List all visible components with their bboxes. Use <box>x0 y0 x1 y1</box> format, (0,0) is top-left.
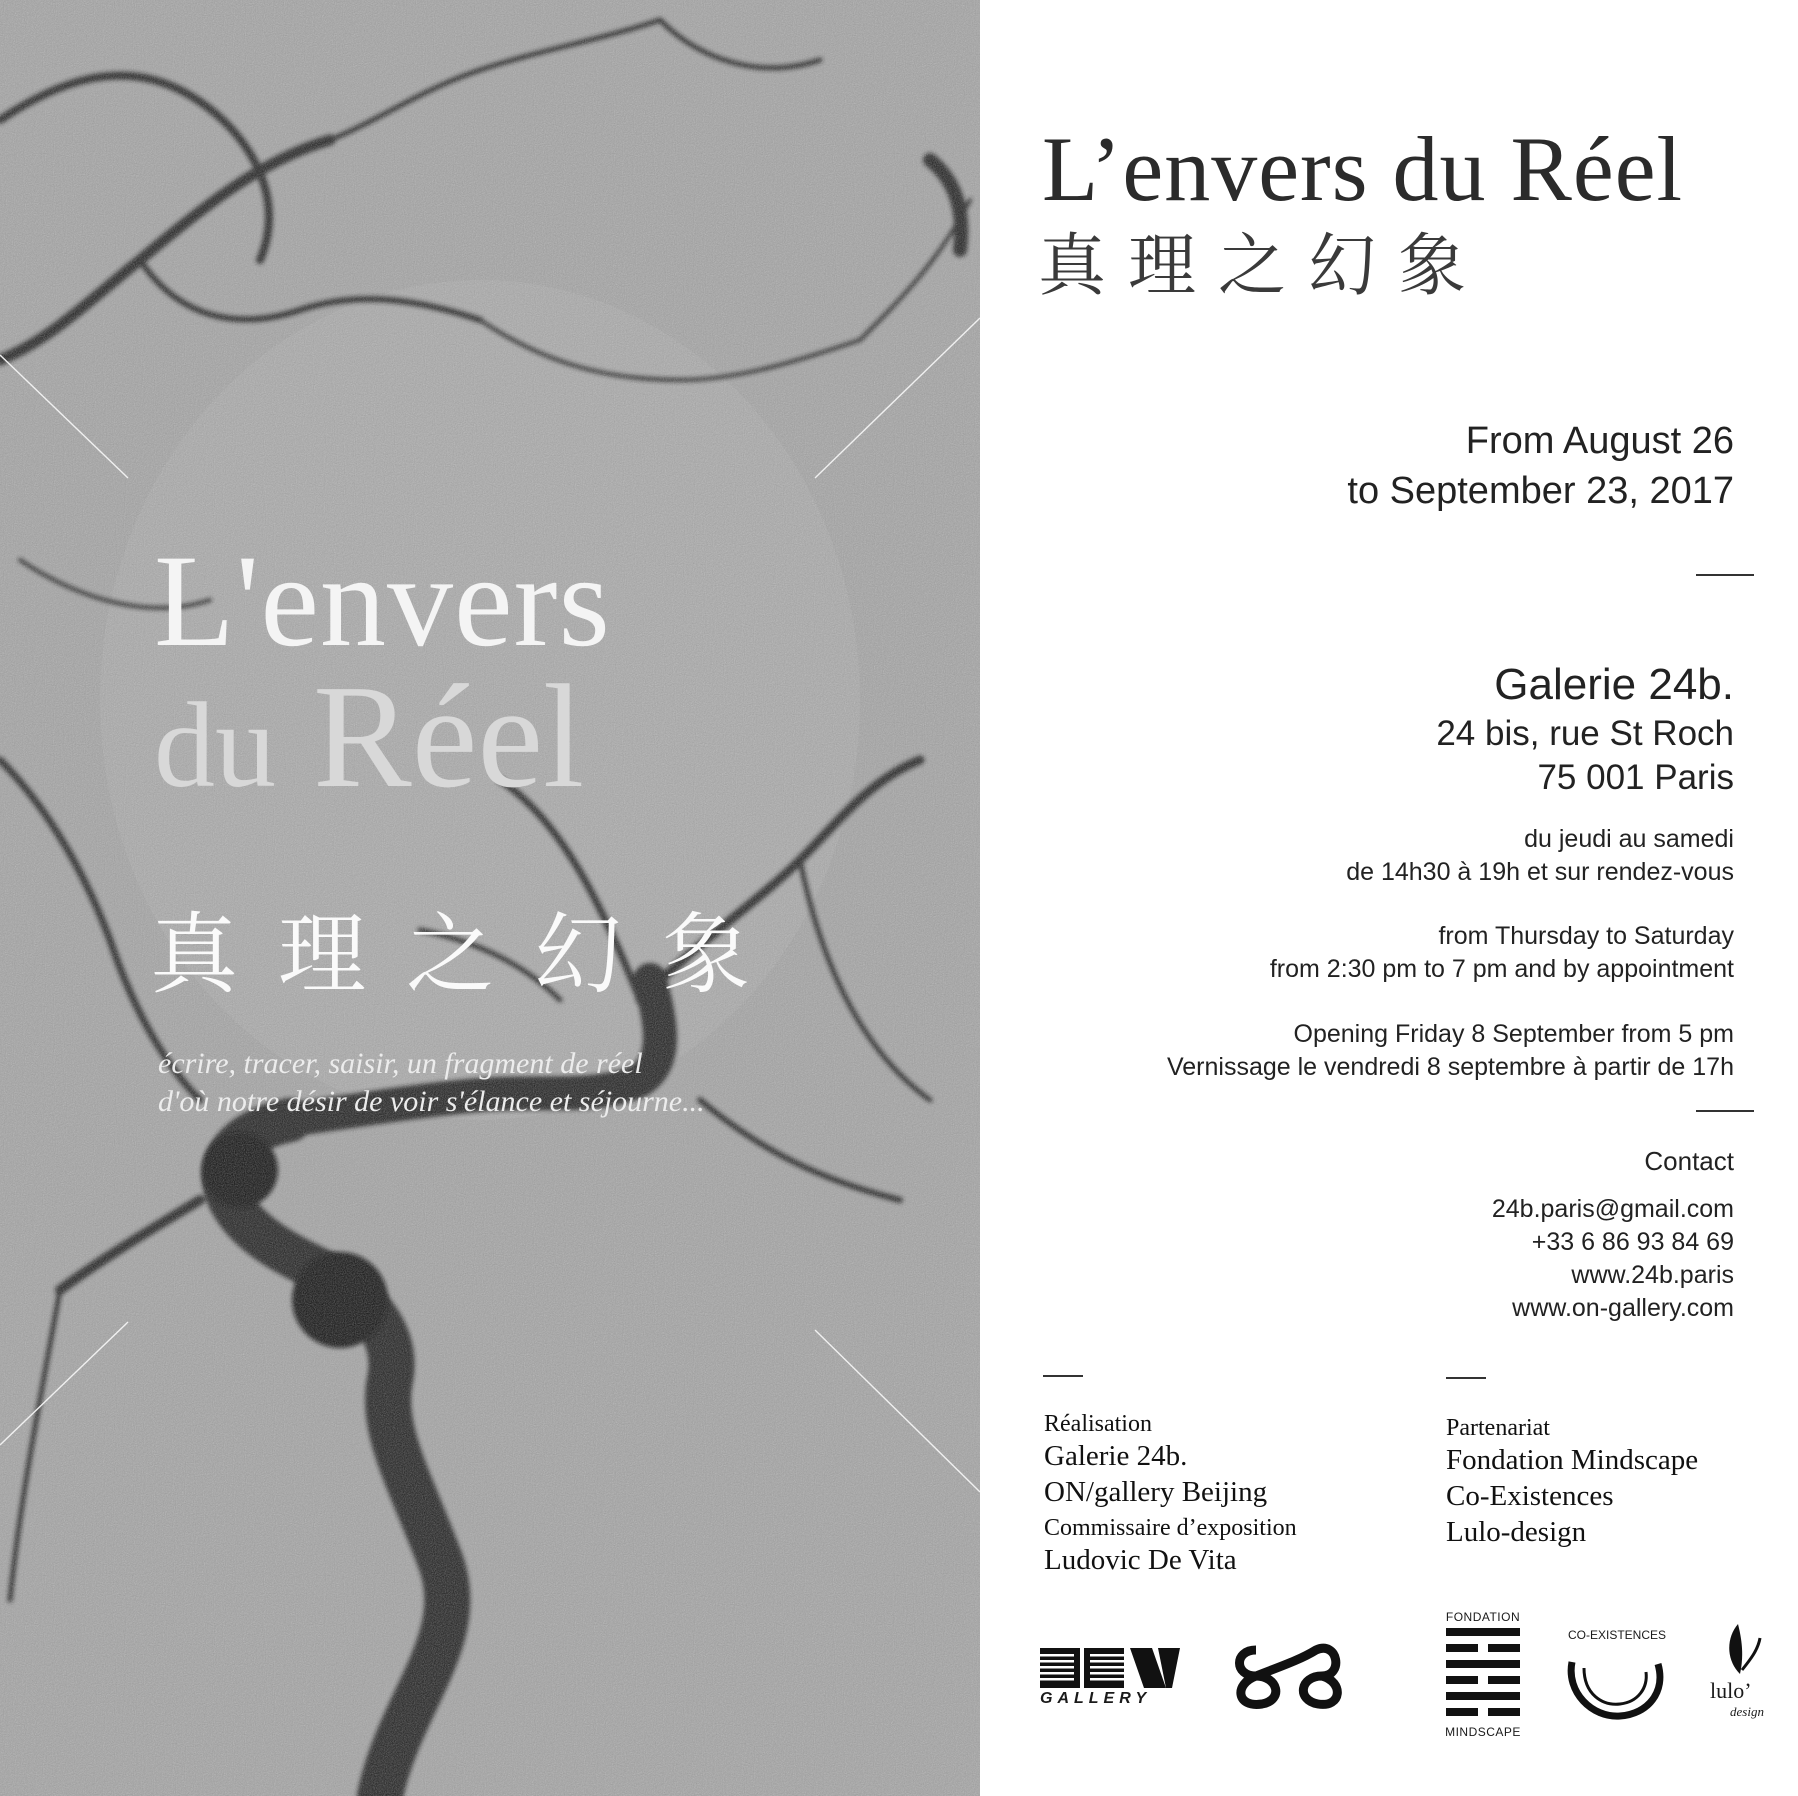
exhibition-title: L’envers du Réel <box>1042 118 1684 220</box>
contact-website-on-gallery[interactable]: www.on-gallery.com <box>1512 1294 1734 1322</box>
fondation-mindscape-logo <box>1442 1610 1524 1740</box>
hours-en-line1: from Thursday to Saturday <box>1438 922 1734 950</box>
realisation-block <box>1044 1410 1297 1578</box>
divider <box>1043 1375 1083 1377</box>
contact-phone[interactable]: +33 6 86 93 84 69 <box>1531 1228 1734 1256</box>
divider <box>1696 1110 1754 1112</box>
contact-label: Contact <box>1644 1146 1734 1176</box>
fondation-logo-bottom: MINDSCAPE <box>1445 1725 1521 1739</box>
co-existences-logo-text: CO-EXISTENCES <box>1567 1628 1666 1642</box>
curator-label: Commissaire d’exposition <box>1044 1515 1297 1541</box>
on-gallery-logo <box>1040 1644 1190 1716</box>
hours-english <box>1270 920 1734 986</box>
gallery-name: Galerie 24b. <box>1494 660 1734 709</box>
address-line1: 24 bis, rue St Roch <box>1436 714 1734 753</box>
opening-info <box>1167 1018 1734 1084</box>
hexagram-icon <box>1442 1624 1524 1720</box>
dates-line2: to September 23, 2017 <box>1347 470 1734 512</box>
lulo-logo-subtext: design <box>1730 1704 1764 1719</box>
poster-subtitle <box>158 1045 705 1121</box>
realisation-label: Réalisation <box>1044 1411 1152 1437</box>
infinity-knot-logo <box>1226 1636 1350 1714</box>
partner-item: Lulo-design <box>1446 1516 1587 1548</box>
opening-line1: Opening Friday 8 September from 5 pm <box>1293 1020 1734 1048</box>
exhibition-dates <box>1347 416 1734 516</box>
divider <box>1446 1377 1486 1379</box>
realisation-item: ON/gallery Beijing <box>1044 1476 1268 1508</box>
gallery-address <box>1436 712 1734 800</box>
partenariat-block <box>1446 1414 1698 1550</box>
divider <box>1696 574 1754 576</box>
dates-line1: From August 26 <box>1465 420 1734 462</box>
info-panel <box>980 0 1798 1796</box>
contact-website-24b[interactable]: www.24b.paris <box>1571 1261 1734 1289</box>
co-existences-logo <box>1562 1628 1672 1724</box>
contact-details <box>1492 1193 1734 1325</box>
opening-line2: Vernissage le vendredi 8 septembre à partir de 17h <box>1166 1053 1734 1081</box>
poster-title-reel: Réel <box>313 655 585 819</box>
ring-icon <box>1562 1644 1672 1724</box>
contact-email[interactable]: 24b.paris@gmail.com <box>1491 1195 1734 1223</box>
fondation-logo-top: FONDATION <box>1445 1610 1521 1624</box>
exhibition-chinese-title: 真理之幻象 <box>1038 227 1489 306</box>
poster-title-du: du <box>154 678 276 813</box>
leaf-icon <box>1720 1620 1764 1676</box>
hours-fr-line1: du jeudi au samedi <box>1524 825 1734 853</box>
lulo-design-logo <box>1702 1620 1778 1732</box>
realisation-item: Galerie 24b. <box>1044 1440 1188 1472</box>
on-gallery-logo-text: GALLERY <box>1040 1690 1152 1707</box>
poster-chinese-title: 真理之幻象 <box>150 903 791 1006</box>
hours-fr-line2: de 14h30 à 19h et sur rendez-vous <box>1346 858 1734 886</box>
lulo-logo-text: lulo’ <box>1710 1678 1752 1703</box>
poster-title-line2 <box>154 655 585 819</box>
poster-title-line1: L'envers <box>154 527 611 674</box>
address-line2: 75 001 Paris <box>1537 758 1734 797</box>
poster-subtitle-line1: écrire, tracer, saisir, un fragment de réel <box>158 1047 643 1080</box>
curator-name: Ludovic De Vita <box>1044 1544 1237 1576</box>
hours-french <box>1346 823 1734 889</box>
partner-item: Fondation Mindscape <box>1446 1444 1699 1476</box>
poster-subtitle-line2: d'où notre désir de voir s'élance et séjourne... <box>158 1085 705 1118</box>
partenariat-label: Partenariat <box>1446 1415 1550 1441</box>
partner-item: Co-Existences <box>1446 1480 1614 1512</box>
hours-en-line2: from 2:30 pm to 7 pm and by appointment <box>1269 955 1734 983</box>
